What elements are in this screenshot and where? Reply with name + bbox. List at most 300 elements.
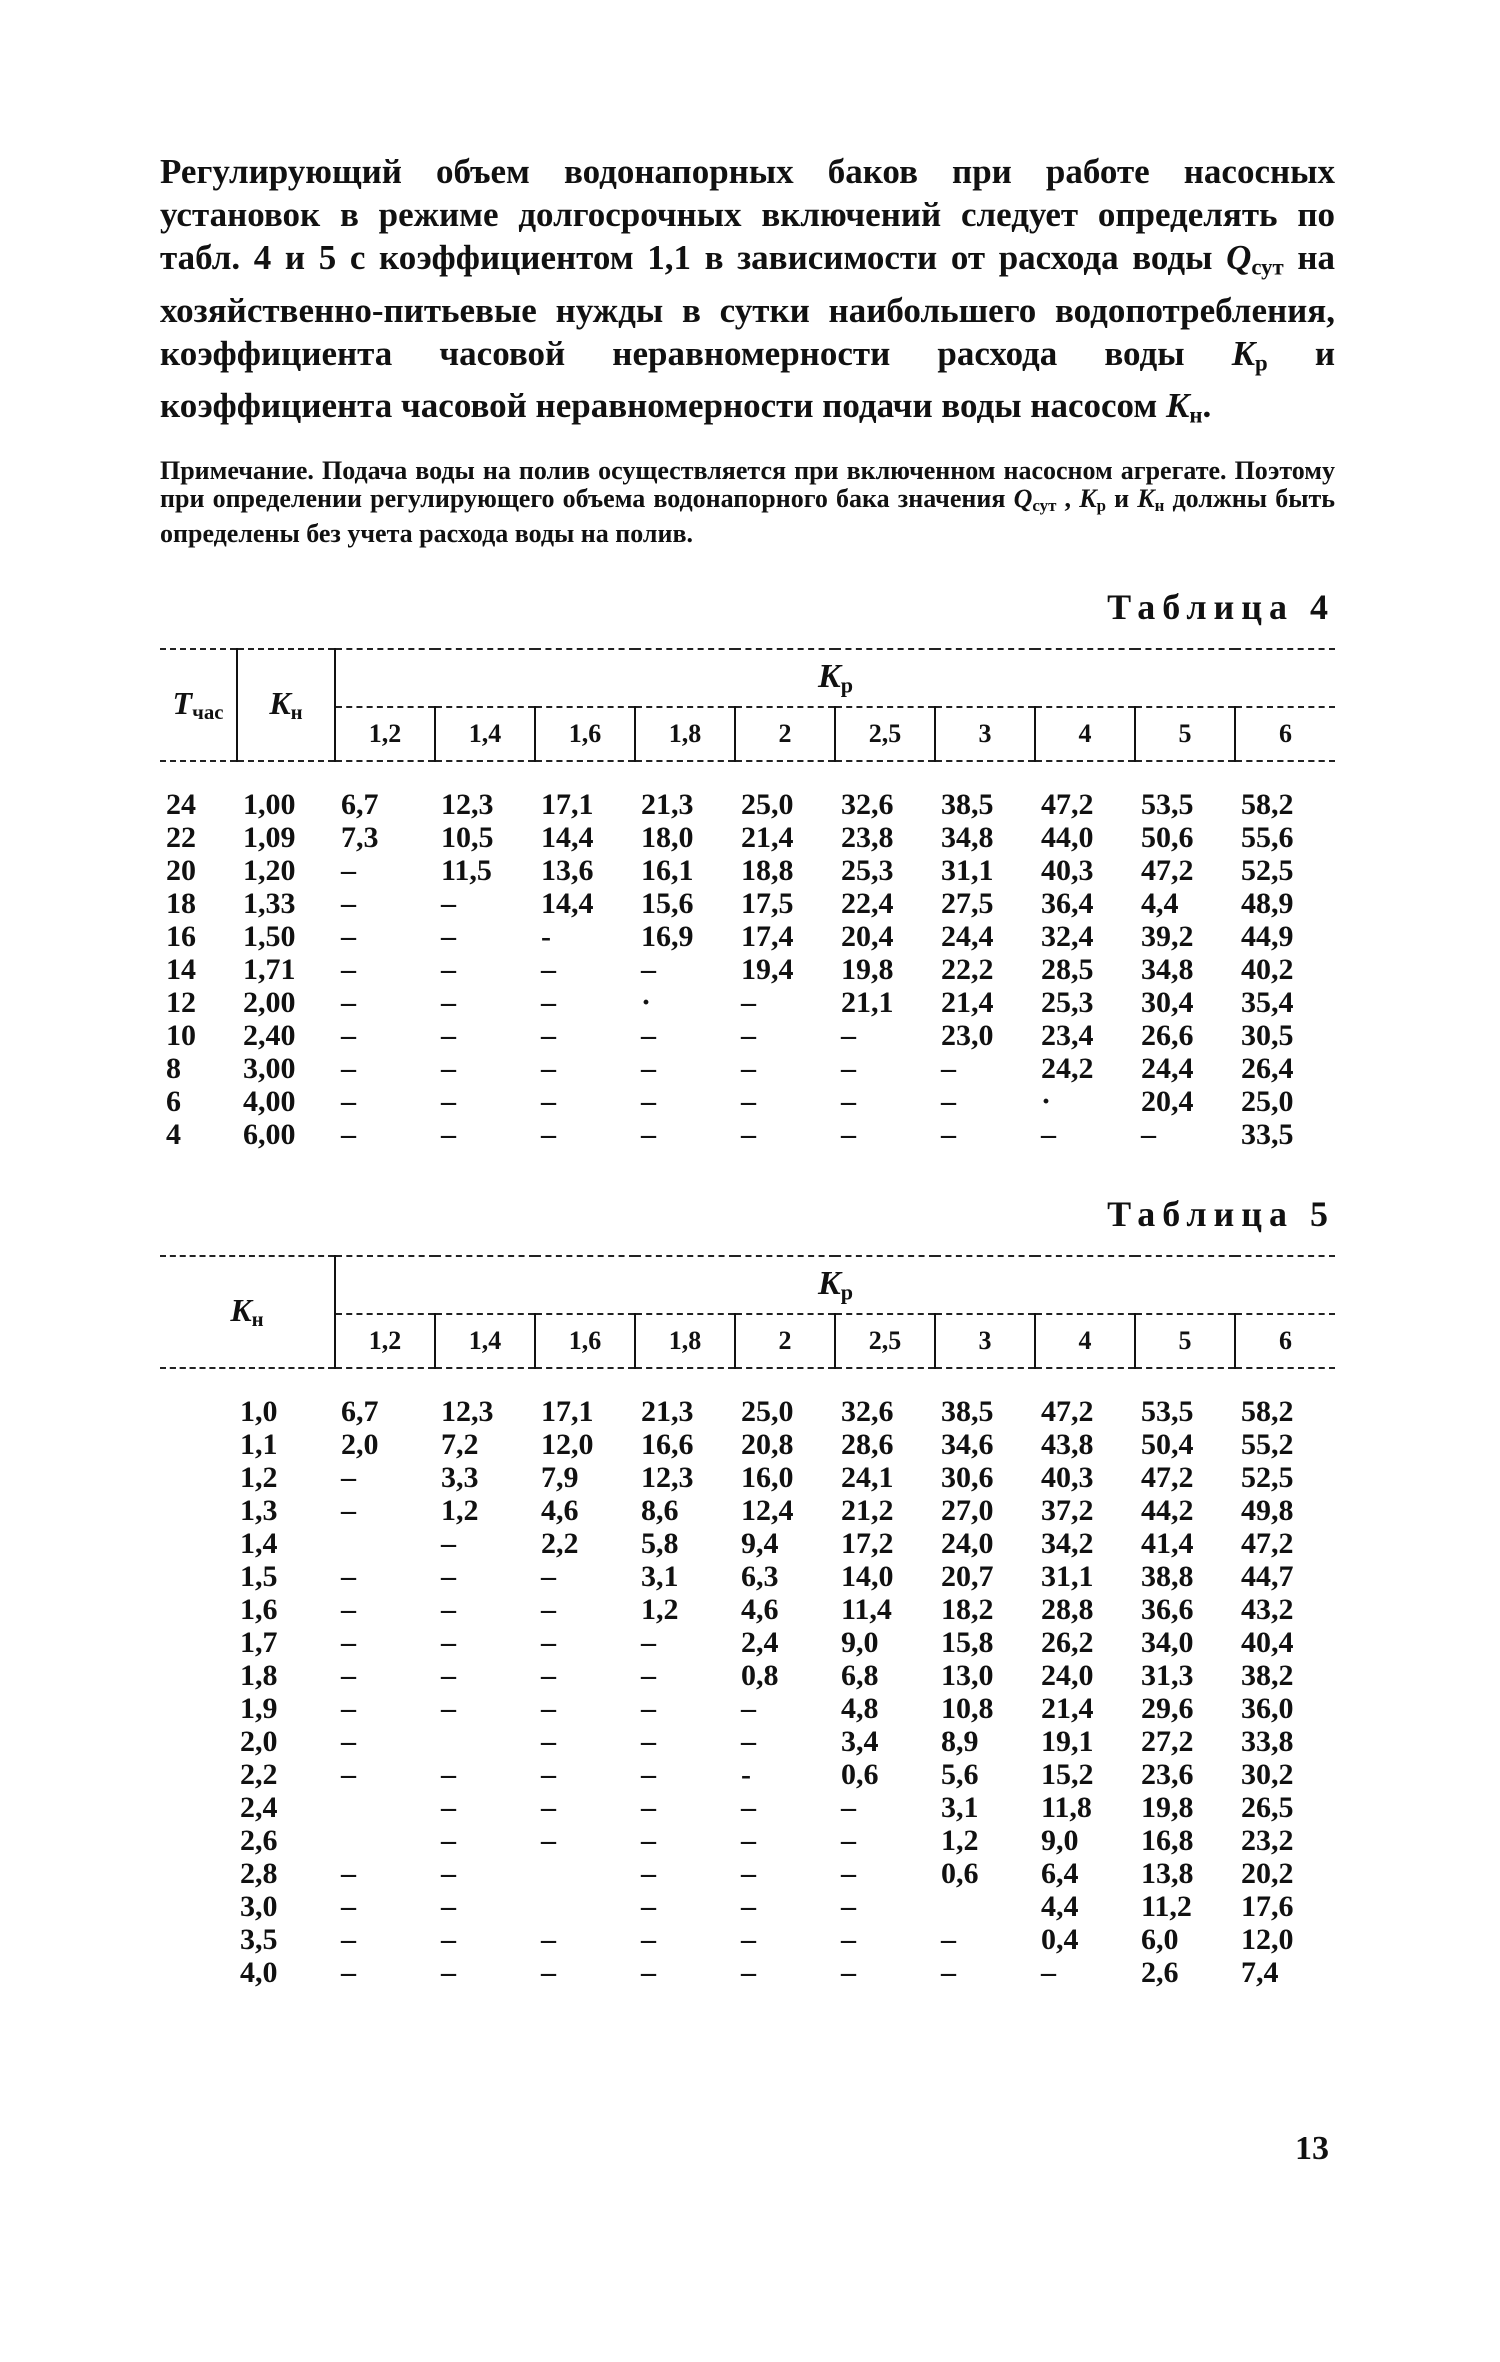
- table-cell: 3,1: [641, 1560, 679, 1594]
- table-cell: 2,0: [341, 1428, 379, 1462]
- table-cell: 16,8: [1141, 1824, 1194, 1858]
- table-cell: –: [741, 1890, 756, 1924]
- table-cell: 34,8: [941, 821, 994, 855]
- table-cell: 3,0: [240, 1890, 278, 1924]
- table-cell: 27,0: [941, 1494, 994, 1528]
- table-cell: 21,1: [841, 986, 894, 1020]
- table-cell: 2,2: [541, 1527, 579, 1561]
- table-cell: 35,4: [1241, 986, 1294, 1020]
- table-cell: 22: [166, 821, 196, 855]
- table-cell: –: [941, 1052, 956, 1086]
- table-cell: 38,5: [941, 1395, 994, 1429]
- table-cell: –: [741, 1857, 756, 1891]
- table-cell: 16,6: [641, 1428, 694, 1462]
- table-cell: –: [441, 1527, 456, 1561]
- table-cell: 1,7: [240, 1626, 278, 1660]
- table-cell: 34,8: [1141, 953, 1194, 987]
- table-cell: –: [541, 1791, 556, 1825]
- table-cell: –: [841, 1085, 856, 1119]
- table-cell: 14,4: [541, 821, 594, 855]
- table-cell: 39,2: [1141, 920, 1194, 954]
- symbol-kn: $K_н$: [1165, 386, 1203, 429]
- table-cell: –: [341, 1890, 356, 1924]
- table5-kp-col: 6: [1235, 1314, 1335, 1368]
- table-cell: –: [341, 986, 356, 1020]
- table-cell: 6: [166, 1085, 181, 1119]
- table-cell: 43,8: [1041, 1428, 1094, 1462]
- note-text-2: должны быть определены без учета расхода воды на полив.: [160, 484, 1336, 549]
- table-row: [160, 1659, 1335, 1692]
- table5-kp-col: 1,4: [435, 1314, 535, 1368]
- table-cell: –: [341, 920, 356, 954]
- table-cell: 1,4: [240, 1527, 278, 1561]
- table-cell: 40,3: [1041, 1461, 1094, 1495]
- table-cell: 1,00: [243, 788, 296, 822]
- table-cell: 32,6: [841, 1395, 894, 1429]
- table-cell: 55,2: [1241, 1428, 1294, 1462]
- table-cell: 40,4: [1241, 1626, 1294, 1660]
- table-cell: –: [941, 1956, 956, 1990]
- table-cell: –: [541, 1118, 556, 1152]
- table-cell: 18,0: [641, 821, 694, 855]
- table-cell: –: [841, 1923, 856, 1957]
- table-cell: –: [541, 1956, 556, 1990]
- table-cell: 28,5: [1041, 953, 1094, 987]
- table-cell: 47,2: [1241, 1527, 1294, 1561]
- table-row: [160, 920, 1335, 953]
- table-cell: –: [441, 1019, 456, 1053]
- table-cell: 27,2: [1141, 1725, 1194, 1759]
- table-cell: 36,0: [1241, 1692, 1294, 1726]
- table4-kp-col: 1,4: [435, 707, 535, 761]
- table-cell: 12,3: [441, 788, 494, 822]
- table-cell: 31,1: [1041, 1560, 1094, 1594]
- table-cell: -: [541, 920, 551, 954]
- table-cell: 47,2: [1041, 1395, 1094, 1429]
- table-cell: 10: [166, 1019, 196, 1053]
- table-cell: –: [641, 1019, 656, 1053]
- table4-header-kn: $K_н$: [237, 649, 335, 761]
- table-cell: –: [641, 1692, 656, 1726]
- table-cell: –: [341, 1494, 356, 1528]
- table-row: [160, 1428, 1335, 1461]
- table-cell: [535, 1890, 635, 1923]
- table-cell: –: [341, 1593, 356, 1627]
- table-cell: –: [1041, 1956, 1056, 1990]
- table-cell: –: [1041, 1118, 1056, 1152]
- table4-kp-col: 4: [1035, 707, 1135, 761]
- table-cell: 7,2: [441, 1428, 479, 1462]
- table4-kp-col: 2: [735, 707, 835, 761]
- table-row: [160, 986, 1335, 1019]
- table-row: [160, 1692, 1335, 1725]
- table-cell: –: [841, 1857, 856, 1891]
- table-cell: 6,00: [243, 1118, 296, 1152]
- table-cell: 34,2: [1041, 1527, 1094, 1561]
- table-cell: 1,20: [243, 854, 296, 888]
- table-cell: 26,6: [1141, 1019, 1194, 1053]
- table-cell: 17,1: [541, 1395, 594, 1429]
- table-cell: [335, 1791, 435, 1824]
- table5-kp-col: 1,6: [535, 1314, 635, 1368]
- table-cell: –: [341, 1085, 356, 1119]
- table-cell: 10,8: [941, 1692, 994, 1726]
- table-cell: –: [341, 1118, 356, 1152]
- table-cell: [535, 1857, 635, 1890]
- table-cell: 52,5: [1241, 1461, 1294, 1495]
- table-cell: 44,0: [1041, 821, 1094, 855]
- table-cell: –: [941, 1923, 956, 1957]
- table-cell: –: [541, 1085, 556, 1119]
- table-cell: 1,2: [240, 1461, 278, 1495]
- table-cell: 47,2: [1141, 1461, 1194, 1495]
- table-cell: 2,00: [243, 986, 296, 1020]
- table-cell: 23,4: [1041, 1019, 1094, 1053]
- table-cell: 20,8: [741, 1428, 794, 1462]
- table-cell: 0,6: [841, 1758, 879, 1792]
- table-cell: 1,2: [641, 1593, 679, 1627]
- table-cell: 53,5: [1141, 1395, 1194, 1429]
- table-cell: 34,6: [941, 1428, 994, 1462]
- table-row: [160, 1626, 1335, 1659]
- table-cell: 2,4: [240, 1791, 278, 1825]
- table-cell: 24,0: [1041, 1659, 1094, 1693]
- table-cell: 7,4: [1241, 1956, 1279, 1990]
- table-cell: 3,4: [841, 1725, 879, 1759]
- table-cell: –: [741, 1824, 756, 1858]
- table-cell: 32,6: [841, 788, 894, 822]
- table-cell: 55,6: [1241, 821, 1294, 855]
- table-cell: 12,3: [641, 1461, 694, 1495]
- table-cell: 24,4: [1141, 1052, 1194, 1086]
- table-cell: –: [741, 1052, 756, 1086]
- table-cell: 30,2: [1241, 1758, 1294, 1792]
- table-cell: 25,0: [741, 1395, 794, 1429]
- table-cell: 21,3: [641, 788, 694, 822]
- table-cell: -: [741, 1758, 751, 1792]
- table-cell: –: [541, 986, 556, 1020]
- note-text-1: Подача воды на полив осуществляется при включенном насосном агрегате. Поэтому при определении регулирующего объема водонапорного бака значения: [160, 456, 1335, 514]
- table-cell: 16,9: [641, 920, 694, 954]
- table-cell: 26,5: [1241, 1791, 1294, 1825]
- table-cell: –: [641, 1118, 656, 1152]
- table-cell: 24,2: [1041, 1052, 1094, 1086]
- table-row: [160, 1560, 1335, 1593]
- table-cell: –: [441, 1659, 456, 1693]
- table-cell: 40,3: [1041, 854, 1094, 888]
- table-cell: –: [441, 1824, 456, 1858]
- table5: [160, 1255, 1335, 1989]
- table4-header-kp: $K_р$: [335, 649, 1335, 707]
- table-cell: 6,4: [1041, 1857, 1079, 1891]
- table-cell: 17,1: [541, 788, 594, 822]
- table-cell: 21,4: [941, 986, 994, 1020]
- table-cell: 21,2: [841, 1494, 894, 1528]
- table-cell: 17,2: [841, 1527, 894, 1561]
- table-cell: 1,09: [243, 821, 296, 855]
- table-cell: –: [841, 1824, 856, 1858]
- table-cell: 15,2: [1041, 1758, 1094, 1792]
- table-cell: 50,4: [1141, 1428, 1194, 1462]
- table-cell: –: [441, 986, 456, 1020]
- table-cell: –: [341, 1560, 356, 1594]
- table-cell: 4,6: [741, 1593, 779, 1627]
- table-cell: –: [641, 1857, 656, 1891]
- table-cell: –: [441, 1118, 456, 1152]
- table-cell: 58,2: [1241, 788, 1294, 822]
- table-cell: 1,6: [240, 1593, 278, 1627]
- table-cell: –: [541, 1824, 556, 1858]
- table-cell: 11,5: [441, 854, 492, 888]
- table-cell: –: [441, 1560, 456, 1594]
- table-cell: 20: [166, 854, 196, 888]
- note-symbol-q-sut: $Q_{сут}$: [1013, 484, 1057, 516]
- table-cell: 49,8: [1241, 1494, 1294, 1528]
- table-cell: [335, 1824, 435, 1857]
- table-cell: –: [741, 1085, 756, 1119]
- table-cell: –: [641, 1085, 656, 1119]
- table-cell: 17,5: [741, 887, 794, 921]
- table-cell: 12,3: [441, 1395, 494, 1429]
- table-cell: ·: [1041, 1085, 1052, 1119]
- symbol-q-sut: $Q_{сут}$: [1226, 238, 1284, 280]
- table-cell: 30,4: [1141, 986, 1194, 1020]
- table-row: [160, 1725, 1335, 1758]
- table-cell: –: [341, 1626, 356, 1660]
- table5-kp-col: 2: [735, 1314, 835, 1368]
- table-cell: 8,6: [641, 1494, 679, 1528]
- table-cell: 19,8: [841, 953, 894, 987]
- table-cell: 22,2: [941, 953, 994, 987]
- table4-kp-col: 1,8: [635, 707, 735, 761]
- table-cell: 5,8: [641, 1527, 679, 1561]
- table-cell: –: [741, 1923, 756, 1957]
- table-cell: –: [641, 1890, 656, 1924]
- table-cell: 20,4: [841, 920, 894, 954]
- table-cell: –: [341, 1758, 356, 1792]
- table-cell: –: [841, 1890, 856, 1924]
- table-row: [160, 1118, 1335, 1151]
- table-cell: 26,4: [1241, 1052, 1294, 1086]
- table4-body: [160, 761, 1335, 1151]
- table-cell: ·: [641, 986, 652, 1020]
- table-cell: 12,4: [741, 1494, 794, 1528]
- table-cell: 5,6: [941, 1758, 979, 1792]
- table-cell: 20,4: [1141, 1085, 1194, 1119]
- table-cell: –: [841, 1118, 856, 1152]
- table-cell: –: [441, 1923, 456, 1957]
- table-cell: 40,2: [1241, 953, 1294, 987]
- table-cell: 27,5: [941, 887, 994, 921]
- table-row: [160, 1791, 1335, 1824]
- table-cell: 33,5: [1241, 1118, 1294, 1152]
- table-cell: –: [341, 1923, 356, 1957]
- table-cell: –: [741, 1118, 756, 1152]
- table-cell: 47,2: [1141, 854, 1194, 888]
- table4-kp-col: 5: [1135, 707, 1235, 761]
- table-row: [160, 854, 1335, 887]
- table-cell: –: [441, 1956, 456, 1990]
- table-cell: 12: [166, 986, 196, 1020]
- table-cell: 13,6: [541, 854, 594, 888]
- table-cell: –: [341, 1052, 356, 1086]
- table-cell: 2,6: [1141, 1956, 1179, 1990]
- table-cell: 44,7: [1241, 1560, 1294, 1594]
- table-cell: 3,00: [243, 1052, 296, 1086]
- table-row: [160, 1019, 1335, 1052]
- table-cell: 19,1: [1041, 1725, 1094, 1759]
- table-cell: 26,2: [1041, 1626, 1094, 1660]
- table-cell: –: [341, 1956, 356, 1990]
- table-row: [160, 1527, 1335, 1560]
- table-cell: 3,5: [240, 1923, 278, 1957]
- table-cell: 19,4: [741, 953, 794, 987]
- table-row: [160, 1956, 1335, 1989]
- note-symbol-kp: $K_р$: [1079, 484, 1106, 516]
- table-row: [160, 1368, 1335, 1428]
- table-cell: –: [441, 1857, 456, 1891]
- table-cell: 2,0: [240, 1725, 278, 1759]
- table-cell: 58,2: [1241, 1395, 1294, 1429]
- table-cell: –: [541, 1659, 556, 1693]
- table-row: [160, 821, 1335, 854]
- table-cell: 13,8: [1141, 1857, 1194, 1891]
- table-cell: –: [641, 1725, 656, 1759]
- table-cell: 22,4: [841, 887, 894, 921]
- table-cell: 18,2: [941, 1593, 994, 1627]
- table5-kp-col: 5: [1135, 1314, 1235, 1368]
- table-cell: 20,2: [1241, 1857, 1294, 1891]
- table-cell: 37,2: [1041, 1494, 1094, 1528]
- table-cell: 31,1: [941, 854, 994, 888]
- table-row: [160, 1890, 1335, 1923]
- table4-kp-col: 6: [1235, 707, 1335, 761]
- note-paragraph: Примечание. Подача воды на полив осуществляется при включенном насосном агрегате. Поэтому при определении регулирующего объема водонапорного бака значения $Q_{сут}$ , $K_р$ и $K_н$ должны быть определены без учета расхода воды на полив.: [160, 456, 1336, 549]
- table-row: [160, 1461, 1335, 1494]
- table-cell: –: [441, 1085, 456, 1119]
- table5-kp-col: 1,2: [335, 1314, 435, 1368]
- table-cell: 36,4: [1041, 887, 1094, 921]
- table5-kp-col: 4: [1035, 1314, 1135, 1368]
- table-cell: 1,9: [240, 1692, 278, 1726]
- table-cell: 33,8: [1241, 1725, 1294, 1759]
- table-cell: –: [841, 1052, 856, 1086]
- table-cell: –: [541, 1923, 556, 1957]
- table-cell: 21,4: [741, 821, 794, 855]
- table-cell: 1,3: [240, 1494, 278, 1528]
- table-cell: –: [441, 1791, 456, 1825]
- table-cell: 1,2: [441, 1494, 479, 1528]
- table5-kp-col: 2,5: [835, 1314, 935, 1368]
- table-cell: 14,4: [541, 887, 594, 921]
- table-cell: –: [641, 1626, 656, 1660]
- table-cell: 20,7: [941, 1560, 994, 1594]
- table-cell: 1,0: [240, 1395, 278, 1429]
- table-cell: 2,2: [240, 1758, 278, 1792]
- table-cell: –: [741, 1791, 756, 1825]
- table-cell: 14,0: [841, 1560, 894, 1594]
- table-cell: 2,8: [240, 1857, 278, 1891]
- table-cell: –: [941, 1118, 956, 1152]
- table-cell: 24,0: [941, 1527, 994, 1561]
- table-cell: 25,0: [1241, 1085, 1294, 1119]
- table-cell: 0,4: [1041, 1923, 1079, 1957]
- table-row: [160, 1857, 1335, 1890]
- table-cell: 23,8: [841, 821, 894, 855]
- table-cell: 44,2: [1141, 1494, 1194, 1528]
- table-cell: 4,4: [1141, 887, 1179, 921]
- table-cell: –: [341, 1461, 356, 1495]
- table-cell: –: [441, 1626, 456, 1660]
- table-cell: 30,5: [1241, 1019, 1294, 1053]
- table-cell: –: [741, 986, 756, 1020]
- paragraph-text-2: на хозяйственно-питьевые нужды в сутки наибольшего водопотребления, коэффициента часовой неравномерности расхода воды: [160, 238, 1335, 373]
- table-cell: 1,50: [243, 920, 296, 954]
- table-cell: 38,8: [1141, 1560, 1194, 1594]
- table-cell: –: [941, 1085, 956, 1119]
- table-cell: –: [741, 1956, 756, 1990]
- table-cell: –: [441, 1052, 456, 1086]
- table-cell: 36,6: [1141, 1593, 1194, 1627]
- table-cell: –: [541, 1758, 556, 1792]
- table-cell: 38,2: [1241, 1659, 1294, 1693]
- table-cell: –: [641, 1956, 656, 1990]
- table-cell: 15,8: [941, 1626, 994, 1660]
- table-cell: 11,2: [1141, 1890, 1192, 1924]
- table-cell: 1,1: [240, 1428, 278, 1462]
- table-cell: 21,3: [641, 1395, 694, 1429]
- table-cell: 6,7: [341, 1395, 379, 1429]
- table-cell: 1,71: [243, 953, 296, 987]
- table-cell: 38,5: [941, 788, 994, 822]
- table-row: [160, 887, 1335, 920]
- table-cell: –: [341, 1692, 356, 1726]
- table-cell: 28,8: [1041, 1593, 1094, 1627]
- table-cell: –: [541, 1560, 556, 1594]
- table-cell: 32,4: [1041, 920, 1094, 954]
- table-cell: 41,4: [1141, 1527, 1194, 1561]
- table-cell: –: [341, 953, 356, 987]
- table-cell: 2,40: [243, 1019, 296, 1053]
- table-cell: –: [641, 1923, 656, 1957]
- table-cell: –: [741, 1692, 756, 1726]
- table-cell: –: [341, 1725, 356, 1759]
- table-cell: 4,00: [243, 1085, 296, 1119]
- table-cell: –: [641, 1791, 656, 1825]
- table-cell: 25,3: [1041, 986, 1094, 1020]
- table-cell: –: [841, 1956, 856, 1990]
- table-cell: –: [441, 953, 456, 987]
- table-cell: 9,4: [741, 1527, 779, 1561]
- table-cell: 16,1: [641, 854, 694, 888]
- table-cell: 10,5: [441, 821, 494, 855]
- table-cell: 4,8: [841, 1692, 879, 1726]
- table-cell: –: [341, 1857, 356, 1891]
- table-cell: 23,0: [941, 1019, 994, 1053]
- table-row: [160, 1085, 1335, 1118]
- table-cell: 28,6: [841, 1428, 894, 1462]
- table-cell: –: [441, 1890, 456, 1924]
- table-cell: 25,0: [741, 788, 794, 822]
- table-cell: 48,9: [1241, 887, 1294, 921]
- table-cell: –: [841, 1791, 856, 1825]
- page-number: 13: [1295, 2130, 1329, 2167]
- table-cell: 19,8: [1141, 1791, 1194, 1825]
- table-row: [160, 1593, 1335, 1626]
- table-cell: 8: [166, 1052, 181, 1086]
- table-cell: 0,6: [941, 1857, 979, 1891]
- table-cell: –: [441, 887, 456, 921]
